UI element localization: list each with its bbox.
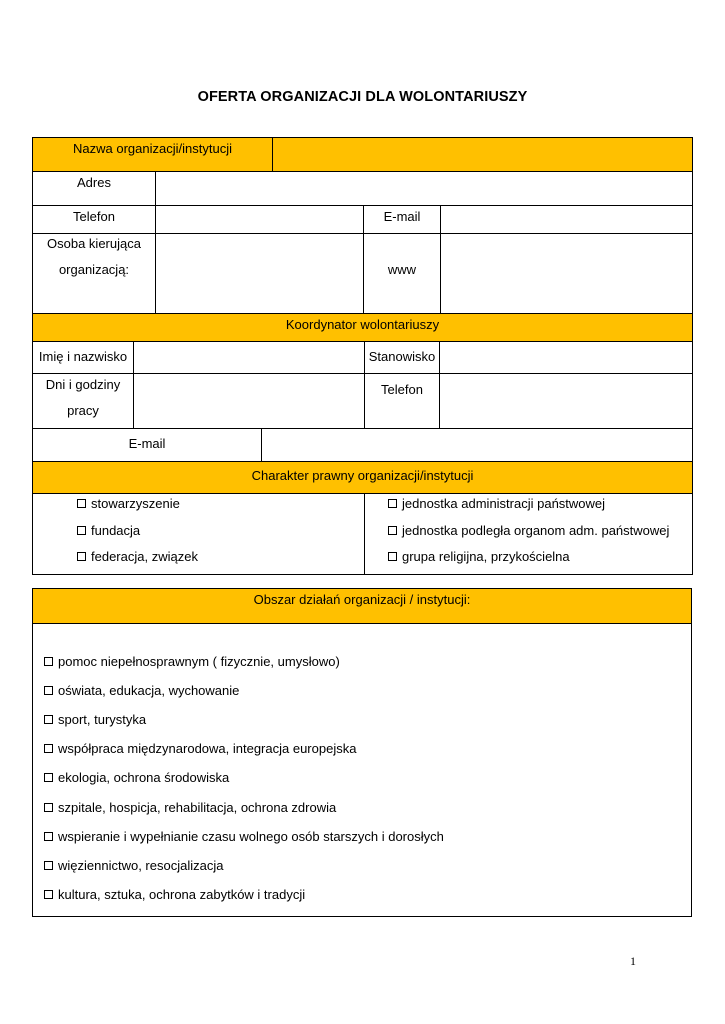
page-title: OFERTA ORGANIZACJI DLA WOLONTARIUSZY (197, 89, 528, 105)
email-field[interactable] (440, 205, 693, 234)
address-field[interactable] (155, 171, 693, 206)
coord-name-field[interactable] (133, 341, 365, 374)
checkbox-icon[interactable] (44, 832, 53, 841)
checkbox-icon[interactable] (44, 861, 53, 870)
coord-position-field[interactable] (439, 341, 693, 374)
coordinator-header (32, 313, 693, 342)
email-label: E-mail (383, 209, 421, 224)
org-name-field[interactable] (272, 137, 693, 172)
area-option[interactable]: pomoc niepełnosprawnym ( fizycznie, umysłowo) (44, 654, 340, 670)
legal-option[interactable]: grupa religijna, przykościelna (388, 549, 570, 565)
coord-hours-label-cell (32, 373, 134, 429)
address-label-cell (32, 171, 156, 206)
checkbox-icon[interactable] (388, 499, 397, 508)
area-option[interactable]: współpraca międzynarodowa, integracja europejska (44, 741, 356, 757)
coord-phone-label-cell (364, 373, 440, 429)
legal-header-label: Charakter prawny organizacji/instytucji (251, 468, 474, 483)
coord-name-label: Imię i nazwisko (38, 349, 128, 364)
phone-label: Telefon (73, 209, 115, 224)
coord-position-label-cell (364, 341, 440, 374)
checkbox-icon[interactable] (388, 552, 397, 561)
www-label: www (387, 262, 417, 277)
coord-phone-field[interactable] (439, 373, 693, 429)
head-label-cell (32, 233, 156, 314)
checkbox-icon[interactable] (77, 499, 86, 508)
checkbox-icon[interactable] (388, 526, 397, 535)
page-number: 1 (630, 954, 636, 968)
head-label-line1: Osoba kierująca (47, 236, 141, 251)
area-option[interactable]: kultura, sztuka, ochrona zabytków i tradycji (44, 887, 305, 903)
www-field[interactable] (440, 233, 693, 314)
legal-left-cell (32, 493, 365, 575)
checkbox-icon[interactable] (44, 773, 53, 782)
coord-email-label-cell (32, 428, 262, 462)
areas-header (32, 588, 692, 624)
areas-header-label: Obszar działań organizacji / instytucji: (253, 592, 471, 607)
checkbox-icon[interactable] (77, 526, 86, 535)
coord-email-label: E-mail (128, 436, 166, 451)
coord-position-label: Stanowisko (368, 349, 436, 364)
legal-option[interactable]: jednostka administracji państwowej (388, 496, 605, 512)
coord-hours-label-line1: Dni i godziny (45, 377, 121, 392)
email-label-cell (363, 205, 441, 234)
area-option[interactable]: wspieranie i wypełnianie czasu wolnego osób starszych i dorosłych (44, 829, 444, 845)
phone-field[interactable] (155, 205, 364, 234)
area-option[interactable]: więziennictwo, resocjalizacja (44, 858, 223, 874)
checkbox-icon[interactable] (44, 657, 53, 666)
area-option[interactable]: sport, turystyka (44, 712, 146, 728)
head-field[interactable] (155, 233, 364, 314)
head-label-line2: organizacją: (58, 262, 130, 277)
coord-hours-label-line2: pracy (67, 403, 99, 418)
areas-list (32, 623, 692, 917)
org-name-label-cell (32, 137, 273, 172)
coord-hours-field[interactable] (133, 373, 365, 429)
legal-option[interactable]: federacja, związek (77, 549, 198, 565)
checkbox-icon[interactable] (77, 552, 86, 561)
checkbox-icon[interactable] (44, 890, 53, 899)
checkbox-icon[interactable] (44, 744, 53, 753)
legal-right-cell (364, 493, 693, 575)
coord-name-label-cell (32, 341, 134, 374)
phone-label-cell (32, 205, 156, 234)
area-option[interactable]: oświata, edukacja, wychowanie (44, 683, 239, 699)
legal-option[interactable]: jednostka podległa organom adm. państwowej (388, 523, 669, 539)
www-label-cell (363, 233, 441, 314)
coord-email-field[interactable] (261, 428, 693, 462)
area-option[interactable]: ekologia, ochrona środowiska (44, 770, 229, 786)
checkbox-icon[interactable] (44, 803, 53, 812)
coord-phone-label: Telefon (381, 382, 423, 397)
legal-header (32, 461, 693, 494)
checkbox-icon[interactable] (44, 686, 53, 695)
coordinator-header-label: Koordynator wolontariuszy (285, 317, 440, 332)
address-label: Adres (77, 175, 111, 190)
checkbox-icon[interactable] (44, 715, 53, 724)
legal-option[interactable]: stowarzyszenie (77, 496, 180, 512)
legal-option[interactable]: fundacja (77, 523, 140, 539)
area-option[interactable]: szpitale, hospicja, rehabilitacja, ochrona zdrowia (44, 800, 336, 816)
org-name-label: Nazwa organizacji/instytucji (73, 141, 232, 156)
